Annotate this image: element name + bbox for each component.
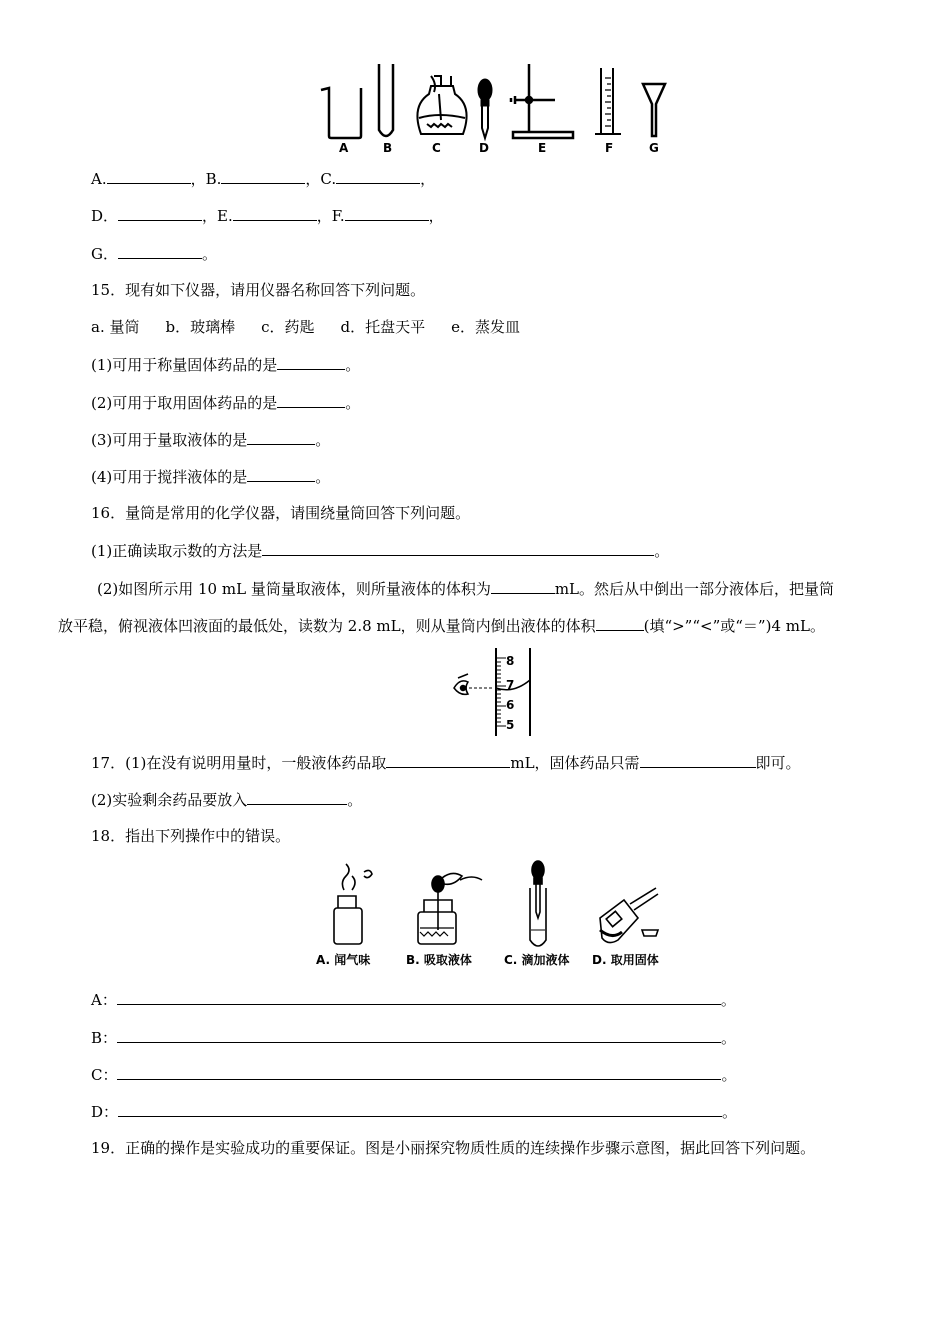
apparatus-label-f: F — [605, 141, 614, 155]
operation-caption-a: A. 闻气味 — [316, 953, 371, 967]
q16-blank-1[interactable] — [262, 540, 654, 556]
q15-option-b: b．玻璃棒 — [165, 318, 236, 336]
q16-sub-1: (1)正确读取示数的方法是 。 — [91, 542, 670, 560]
funnel-icon — [643, 84, 665, 136]
q14-line-1: A. ，B. ，C. ， — [91, 170, 436, 188]
q15-sub-2: (2)可用于取用固体药品的是 。 — [91, 394, 361, 412]
q15-blank-1[interactable] — [277, 354, 345, 370]
drip-tube-icon — [530, 861, 546, 946]
blank-a[interactable] — [107, 168, 191, 184]
q15-blank-2[interactable] — [277, 392, 345, 408]
tick-label-6: 6 — [506, 698, 515, 712]
q15-option-a: a. 量筒 — [91, 318, 140, 336]
q19-stem: 19．正确的操作是实验成功的重要保证。图是小丽探究物质性质的连续操作步骤示意图，据此回答下列问题。 — [91, 1139, 816, 1157]
blank-c[interactable] — [336, 168, 420, 184]
q18-blank-c[interactable] — [117, 1064, 721, 1080]
q16-blank-2[interactable] — [491, 578, 555, 594]
apparatus-label-b: B — [383, 141, 393, 155]
tick-label-8: 8 — [506, 654, 515, 668]
q15-option-c: c．药匙 — [261, 318, 315, 336]
dropper-icon — [478, 79, 492, 138]
beaker-icon — [321, 88, 361, 138]
q15-sub-3: (3)可用于量取液体的是 。 — [91, 431, 331, 449]
smell-bottle-icon — [334, 864, 372, 944]
q18-answer-d: D： 。 — [91, 1103, 738, 1121]
q14-line-2: D． ，E. ，F. ， — [91, 207, 444, 225]
q16-stem: 16．量筒是常用的化学仪器，请围绕量筒回答下列问题。 — [91, 504, 471, 522]
q15-blank-4[interactable] — [247, 466, 315, 482]
reagent-bottle-icon — [600, 888, 658, 943]
tick-label-5: 5 — [506, 718, 515, 732]
q17-blank-3[interactable] — [247, 789, 347, 805]
q15-sub-4: (4)可用于搅拌液体的是 。 — [91, 468, 331, 486]
apparatus-label-g: G — [649, 141, 659, 155]
q17-blank-1[interactable] — [386, 752, 510, 768]
graduated-cylinder-icon — [595, 68, 621, 134]
q15-options — [91, 317, 546, 337]
q15-option-d: d．托盘天平 — [340, 318, 426, 336]
q15-blank-3[interactable] — [247, 429, 315, 445]
q18-answer-c: C： 。 — [91, 1066, 737, 1084]
tick-label-7: 7 — [506, 678, 515, 692]
q17-blank-2[interactable] — [640, 752, 756, 768]
cylinder-reading-figure — [450, 648, 540, 740]
apparatus-label-a: A — [339, 141, 349, 155]
q14-line-3: G． 。 — [91, 245, 217, 263]
apparatus-figure — [315, 58, 675, 158]
blank-f[interactable] — [345, 205, 429, 221]
q16-sub-2-line-1: (2)如图所示用 10 mL 量筒量取液体，则所量液体的体积为 mL。然后从中倒出一部分液体后，把量筒 — [97, 580, 835, 598]
q18-answer-a: A： 。 — [91, 991, 736, 1009]
q18-blank-a[interactable] — [117, 989, 721, 1005]
test-tube-icon — [379, 64, 393, 136]
q17-line-1: 17．(1)在没有说明用量时，一般液体药品取 mL，固体药品只需 即可。 — [91, 754, 801, 772]
operations-figure — [312, 860, 682, 972]
q18-blank-d[interactable] — [118, 1101, 722, 1117]
operation-caption-c: C. 滴加液体 — [504, 953, 570, 967]
q18-blank-b[interactable] — [117, 1027, 721, 1043]
operation-caption-b: B. 吸取液体 — [406, 953, 472, 967]
dropper-bottle-icon — [418, 873, 482, 944]
operation-caption-d: D. 取用固体 — [592, 953, 659, 967]
blank-g[interactable] — [118, 243, 202, 259]
q18-answer-b: B： 。 — [91, 1029, 737, 1047]
blank-d[interactable] — [118, 205, 202, 221]
q15-option-e: e．蒸发皿 — [451, 318, 520, 336]
alcohol-lamp-icon — [417, 76, 466, 134]
blank-b[interactable] — [221, 168, 305, 184]
q18-stem: 18．指出下列操作中的错误。 — [91, 827, 291, 845]
q16-blank-3[interactable] — [596, 615, 644, 631]
q15-sub-1: (1)可用于称量固体药品的是 。 — [91, 356, 361, 374]
blank-e[interactable] — [233, 205, 317, 221]
q16-sub-2-line-2: 放平稳，俯视液体凹液面的最低处，读数为 2.8 mL，则从量筒内倒出液体的体积 (填“>”“<”或“＝”)4 mL。 — [58, 617, 825, 635]
apparatus-label-d: D — [479, 141, 489, 155]
eye-icon — [454, 674, 468, 694]
apparatus-label-c: C — [432, 141, 441, 155]
iron-stand-icon — [511, 64, 573, 138]
q17-line-2: (2)实验剩余药品要放入 。 — [91, 791, 363, 809]
q15-stem: 15．现有如下仪器，请用仪器名称回答下列问题。 — [91, 281, 426, 299]
apparatus-label-e: E — [538, 141, 547, 155]
